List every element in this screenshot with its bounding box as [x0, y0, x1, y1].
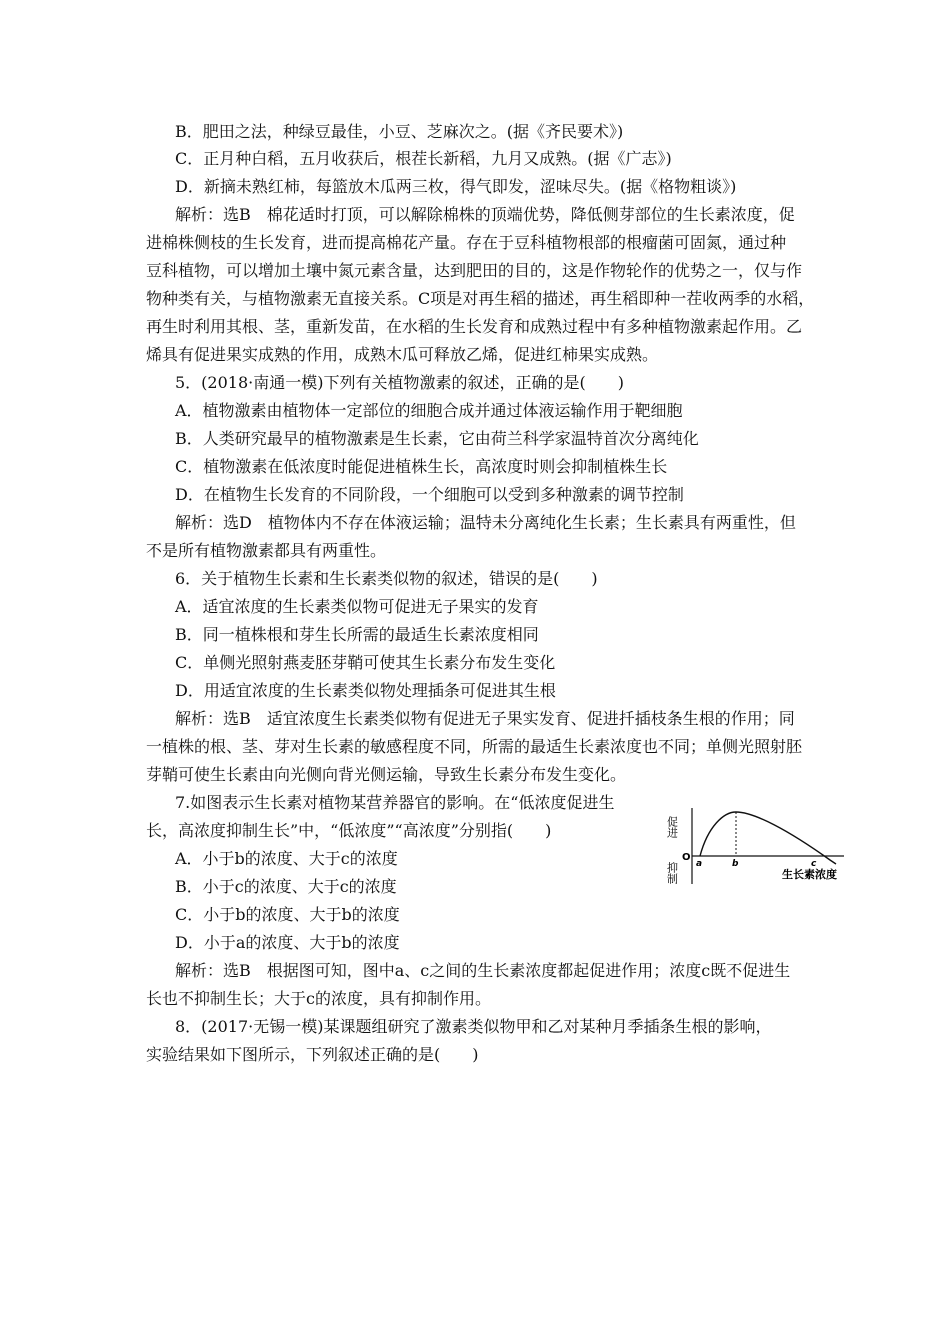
- analysis-line: 解析：选D 植物体内不存在体液运输；温特未分离纯化生长素；生长素具有两重性，但: [175, 513, 796, 532]
- question-8-stem: 实验结果如下图所示，下列叙述正确的是( ): [146, 1045, 479, 1064]
- question-6-option-b: B．同一植株根和芽生长所需的最适生长素浓度相同: [175, 625, 539, 644]
- question-5-option-d: D．在植物生长发育的不同阶段，一个细胞可以受到多种激素的调节控制: [175, 485, 684, 504]
- analysis-line: 一植株的根、茎、芽对生长素的敏感程度不同，所需的最适生长素浓度也不同；单侧光照射胚: [146, 737, 803, 756]
- analysis-line: 长也不抑制生长；大于c的浓度，具有抑制作用。: [146, 989, 491, 1008]
- question-6-option-c: C．单侧光照射燕麦胚芽鞘可使其生长素分布发生变化: [175, 653, 556, 672]
- question-7-option-c: C．小于b的浓度、大于b的浓度: [175, 905, 400, 924]
- analysis-line: 不是所有植物激素都具有两重性。: [146, 541, 387, 560]
- origin-label: O: [682, 852, 691, 863]
- y-label-inhibit: 抑制: [665, 862, 679, 884]
- x-axis-label: 生长素浓度: [782, 868, 837, 881]
- question-7-option-d: D．小于a的浓度、大于b的浓度: [175, 933, 400, 952]
- option-b-line: B．肥田之法，种绿豆最佳，小豆、芝麻次之。(据《齐民要术》): [175, 122, 624, 141]
- question-7-option-b: B．小于c的浓度、大于c的浓度: [175, 877, 397, 896]
- mark-a: a: [696, 859, 703, 869]
- option-c-line: C．正月种白稻，五月收获后，根茬长新稻，九月又成熟。(据《广志》): [175, 149, 672, 168]
- mark-b: b: [732, 859, 739, 869]
- question-8-stem: 8．(2017·无锡一模)某课题组研究了激素类似物甲和乙对某种月季插条生根的影响，: [175, 1017, 772, 1036]
- question-5-option-a: A．植物激素由植物体一定部位的细胞合成并通过体液运输作用于靶细胞: [175, 401, 683, 420]
- y-label-promote: 促进: [665, 816, 679, 838]
- mark-c: c: [811, 859, 817, 869]
- option-d-line: D．新摘未熟红柿，每篮放木瓜两三枚，得气即发，涩味尽失。(据《格物粗谈》): [175, 177, 737, 196]
- analysis-line: 解析：选B 适宜浓度生长素类似物有促进无子果实发育、促进扦插枝条生根的作用；同: [175, 709, 795, 728]
- analysis-line: 芽鞘可使生长素由向光侧向背光侧运输，导致生长素分布发生变化。: [146, 765, 627, 784]
- analysis-line: 解析：选B 棉花适时打顶，可以解除棉株的顶端优势，降低侧芽部位的生长素浓度，促: [175, 205, 795, 224]
- analysis-line: 进棉株侧枝的生长发育，进而提高棉花产量。存在于豆科植物根部的根瘤菌可固氮，通过种: [146, 233, 787, 252]
- question-5-option-c: C．植物激素在低浓度时能促进植株生长，高浓度时则会抑制植株生长: [175, 457, 668, 476]
- question-7-stem: 7.如图表示生长素对植物某营养器官的影响。在“低浓度促进生: [175, 793, 615, 812]
- question-7-option-a: A．小于b的浓度、大于c的浓度: [175, 849, 398, 868]
- auxin-response-diagram: [665, 806, 858, 888]
- question-6-option-a: A．适宜浓度的生长素类似物可促进无子果实的发育: [175, 597, 539, 616]
- analysis-line: 豆科植物，可以增加土壤中氮元素含量，达到肥田的目的，这是作物轮作的优势之一，仅与作: [146, 261, 803, 280]
- question-6-stem: 6．关于植物生长素和生长素类似物的叙述，错误的是( ): [175, 569, 598, 588]
- analysis-line: 物种类有关，与植物激素无直接关系。C项是对再生稻的描述，再生稻即种一茬收两季的水稻，: [146, 289, 815, 308]
- analysis-line: 烯具有促进果实成熟的作用，成熟木瓜可释放乙烯，促进红柿果实成熟。: [146, 345, 659, 364]
- analysis-line: 再生时利用其根、茎，重新发苗，在水稻的生长发育和成熟过程中有多种植物激素起作用。乙: [146, 317, 803, 336]
- question-5-stem: 5．(2018·南通一模)下列有关植物激素的叙述，正确的是( ): [175, 373, 624, 392]
- question-5-option-b: B．人类研究最早的植物激素是生长素，它由荷兰科学家温特首次分离纯化: [175, 429, 699, 448]
- question-6-option-d: D．用适宜浓度的生长素类似物处理插条可促进其生根: [175, 681, 556, 700]
- analysis-line: 解析：选B 根据图可知，图中a、c之间的生长素浓度都起促进作用；浓度c既不促进生: [175, 961, 791, 980]
- question-7-stem: 长，高浓度抑制生长”中，“低浓度”“高浓度”分别指( ): [146, 821, 552, 840]
